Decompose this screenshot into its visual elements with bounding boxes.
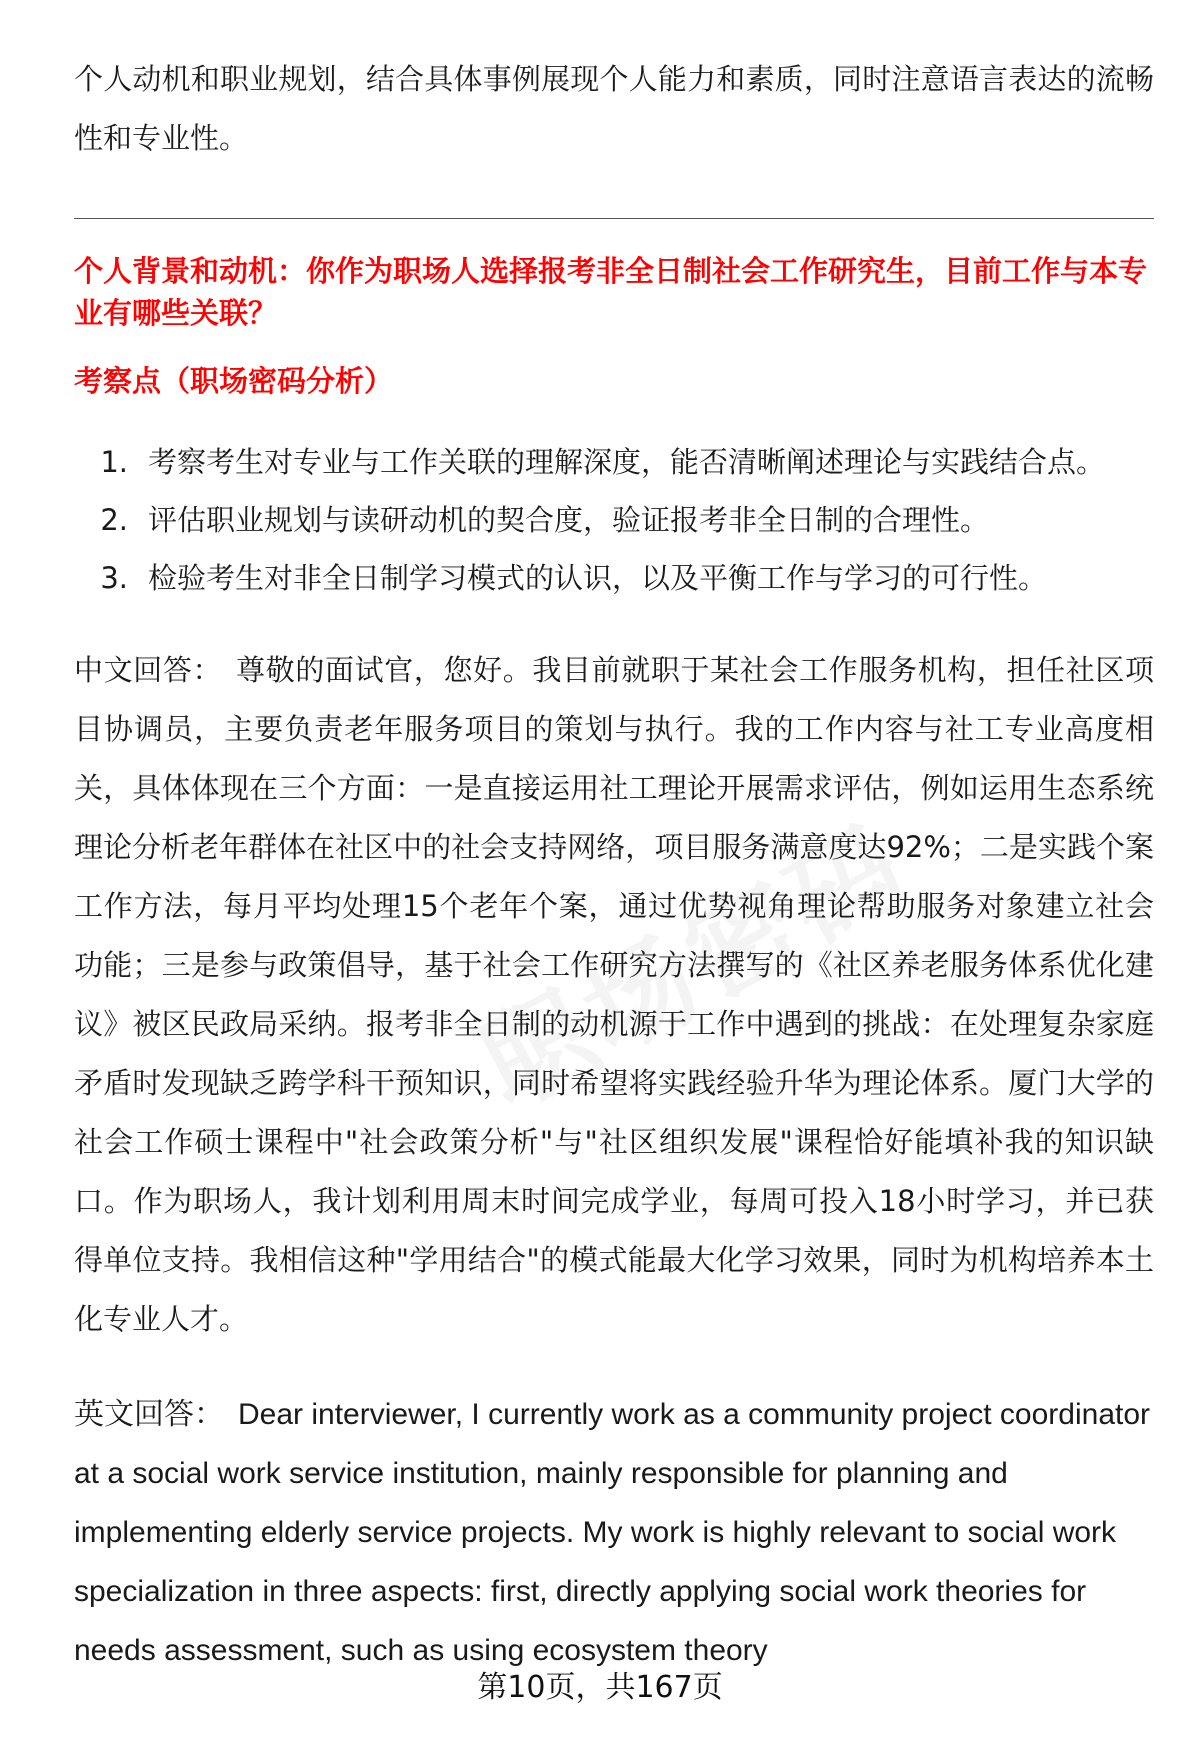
section-divider: [74, 218, 1154, 219]
list-item-number: 1.: [100, 445, 128, 479]
list-item-text: 检验考生对非全日制学习模式的认识，以及平衡工作与学习的可行性。: [148, 561, 1048, 595]
english-answer-paragraph: [74, 1385, 1154, 1680]
list-item: [74, 549, 1154, 607]
english-answer-text: Dear interviewer, I currently work as a community project coordinator at a social work service institution, mainly responsible for planning and implementing elderly service projects. My work is highly relevant to social work specialization in three aspects: first, directly applying social work theories for needs assessment, such as using ecosystem theory: [74, 1398, 1151, 1667]
exam-points-list: [74, 433, 1154, 607]
list-item-text: 评估职业规划与读研动机的契合度，验证报考非全日制的合理性。: [148, 503, 990, 537]
list-item: [74, 491, 1154, 549]
page-number: 第10页，共167页: [477, 1670, 723, 1705]
chinese-answer-text: 尊敬的面试官，您好。我目前就职于某社会工作服务机构，担任社区项目协调员，主要负责老年服务项目的策划与执行。我的工作内容与社工专业高度相关，具体体现在三个方面：一是直接运用社工理论开展需求评估，例如运用生态系统理论分析老年群体在社区中的社会支持网络，项目服务满意度达92%；二是实践个案工作方法，每月平均处理15个老年个案，通过优势视角理论帮助服务对象建立社会功能；三是参与政策倡导，基于社会工作研究方法撰写的《社区养老服务体系优化建议》被区民政局采纳。报考非全日制的动机源于工作中遇到的挑战：在处理复杂家庭矛盾时发现缺乏跨学科干预知识，同时希望将实践经验升华为理论体系。厦门大学的社会工作硕士课程中"社会政策分析"与"社区组织发展"课程恰好能填补我的知识缺口。作为职场人，我计划利用周末时间完成学业，每周可投入18小时学习，并已获得单位支持。我相信这种"学用结合"的模式能最大化学习效果，同时为机构培养本土化专业人才。: [74, 653, 1154, 1336]
list-item: [74, 433, 1154, 491]
question-heading: 个人背景和动机：你作为职场人选择报考非全日制社会工作研究生，目前工作与本专业有哪些关联？: [74, 254, 1148, 330]
list-item-number: 3.: [100, 561, 128, 595]
exam-points-heading: 考察点（职场密码分析）: [74, 364, 394, 398]
list-item-number: 2.: [100, 503, 128, 537]
list-item-text: 考察考生对专业与工作关联的理解深度，能否清晰阐述理论与实践结合点。: [148, 445, 1106, 479]
chinese-answer-paragraph: [74, 641, 1154, 1349]
chinese-answer-label: 中文回答：: [74, 653, 223, 687]
intro-paragraph: 个人动机和职业规划，结合具体事例展现个人能力和素质，同时注意语言表达的流畅性和专业性。: [74, 62, 1154, 155]
english-answer-label: 英文回答：: [74, 1398, 224, 1431]
